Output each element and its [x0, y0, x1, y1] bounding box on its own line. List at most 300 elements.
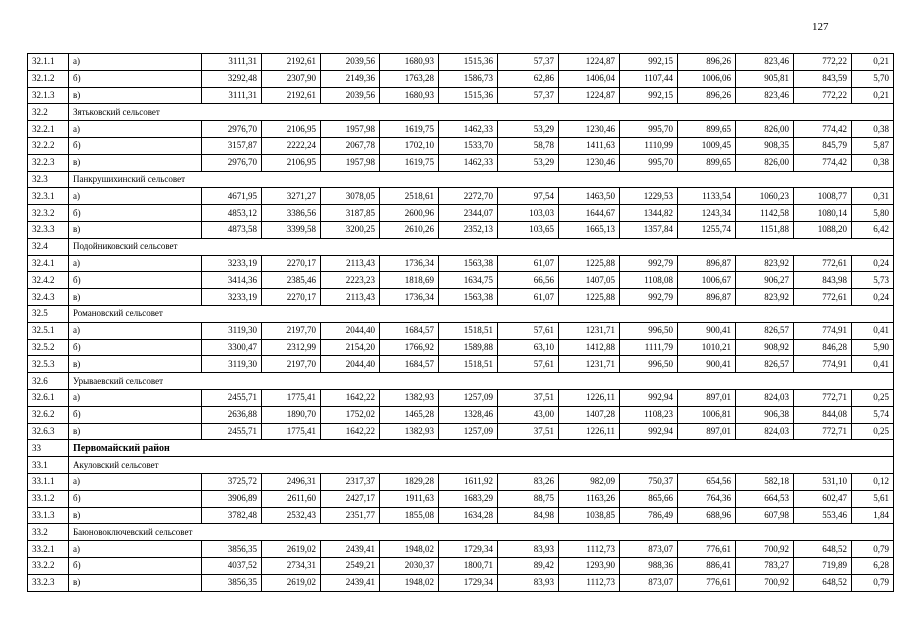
value-cell: 2352,13: [439, 221, 498, 238]
value-cell: 37,51: [498, 423, 559, 440]
value-cell: 3233,19: [202, 255, 262, 272]
value-cell: 5,70: [852, 70, 894, 87]
value-cell: 1775,41: [262, 423, 321, 440]
row-code: 32.4.3: [28, 289, 69, 306]
value-cell: 57,37: [498, 87, 559, 104]
value-cell: 1518,51: [439, 322, 498, 339]
value-cell: 1634,75: [439, 272, 498, 289]
value-cell: 648,52: [794, 574, 852, 591]
value-cell: 1088,20: [794, 221, 852, 238]
value-cell: 992,94: [620, 389, 678, 406]
value-cell: 1518,51: [439, 356, 498, 373]
value-cell: 83,93: [498, 541, 559, 558]
value-cell: 1006,06: [678, 70, 736, 87]
row-variant: в): [69, 356, 202, 373]
section-header-row: [28, 171, 894, 188]
value-cell: 897,01: [678, 423, 736, 440]
value-cell: 3414,36: [202, 272, 262, 289]
row-variant: а): [69, 322, 202, 339]
row-code: 32.2.3: [28, 154, 69, 171]
value-cell: 1112,73: [559, 541, 620, 558]
value-cell: 896,26: [678, 54, 736, 71]
value-cell: 899,65: [678, 121, 736, 138]
value-cell: 1818,69: [380, 272, 439, 289]
value-cell: 89,42: [498, 557, 559, 574]
value-cell: 1231,71: [559, 322, 620, 339]
value-cell: 3300,47: [202, 339, 262, 356]
value-cell: 846,28: [794, 339, 852, 356]
value-cell: 1412,88: [559, 339, 620, 356]
row-variant: б): [69, 205, 202, 222]
value-cell: 906,38: [736, 406, 794, 423]
value-cell: 2619,02: [262, 574, 321, 591]
value-cell: 0,79: [852, 541, 894, 558]
value-cell: 1225,88: [559, 255, 620, 272]
value-cell: 0,25: [852, 389, 894, 406]
section-header-row: [28, 524, 894, 541]
value-cell: 1142,58: [736, 205, 794, 222]
value-cell: 1462,33: [439, 121, 498, 138]
value-cell: 1533,70: [439, 137, 498, 154]
value-cell: 896,26: [678, 87, 736, 104]
value-cell: 0,41: [852, 322, 894, 339]
value-cell: 0,79: [852, 574, 894, 591]
value-cell: 905,81: [736, 70, 794, 87]
value-cell: 53,29: [498, 154, 559, 171]
value-cell: 1684,57: [380, 322, 439, 339]
value-cell: 2030,37: [380, 557, 439, 574]
value-cell: 2113,43: [321, 255, 380, 272]
value-cell: 1957,98: [321, 121, 380, 138]
value-cell: 57,61: [498, 322, 559, 339]
value-cell: 824,03: [736, 389, 794, 406]
value-cell: 865,66: [620, 490, 678, 507]
value-cell: 57,37: [498, 54, 559, 71]
value-cell: 2496,31: [262, 473, 321, 490]
value-cell: 2385,46: [262, 272, 321, 289]
value-cell: 5,90: [852, 339, 894, 356]
table-row: [28, 272, 894, 289]
value-cell: 0,31: [852, 188, 894, 205]
section-header-row: [28, 373, 894, 390]
settlement-name: Романовский сельсовет: [69, 305, 894, 322]
settlement-name: Акуловский сельсовет: [69, 457, 894, 474]
value-cell: 1060,23: [736, 188, 794, 205]
value-cell: 3200,25: [321, 221, 380, 238]
value-cell: 648,52: [794, 541, 852, 558]
row-code: 32.3.1: [28, 188, 69, 205]
value-cell: 2222,24: [262, 137, 321, 154]
value-cell: 1151,88: [736, 221, 794, 238]
value-cell: 772,22: [794, 54, 852, 71]
table-row: [28, 255, 894, 272]
row-variant: б): [69, 490, 202, 507]
value-cell: 3906,89: [202, 490, 262, 507]
row-variant: в): [69, 154, 202, 171]
value-cell: 2192,61: [262, 54, 321, 71]
value-cell: 664,53: [736, 490, 794, 507]
row-code: 32.2.2: [28, 137, 69, 154]
value-cell: 53,29: [498, 121, 559, 138]
value-cell: 3157,87: [202, 137, 262, 154]
value-cell: 1752,02: [321, 406, 380, 423]
value-cell: 843,59: [794, 70, 852, 87]
value-cell: 1038,85: [559, 507, 620, 524]
value-cell: 1957,98: [321, 154, 380, 171]
value-cell: 1642,22: [321, 389, 380, 406]
row-variant: а): [69, 255, 202, 272]
value-cell: 900,41: [678, 322, 736, 339]
value-cell: 1684,57: [380, 356, 439, 373]
value-cell: 1800,71: [439, 557, 498, 574]
value-cell: 63,10: [498, 339, 559, 356]
value-cell: 1006,81: [678, 406, 736, 423]
value-cell: 3399,58: [262, 221, 321, 238]
value-cell: 4037,52: [202, 557, 262, 574]
value-cell: 2439,41: [321, 541, 380, 558]
value-cell: 0,38: [852, 154, 894, 171]
value-cell: 1328,46: [439, 406, 498, 423]
value-cell: 1563,38: [439, 255, 498, 272]
row-variant: в): [69, 289, 202, 306]
value-cell: 61,07: [498, 289, 559, 306]
row-code: 32.6.3: [28, 423, 69, 440]
value-cell: 1729,34: [439, 541, 498, 558]
value-cell: 2532,43: [262, 507, 321, 524]
table-row: [28, 423, 894, 440]
value-cell: 5,87: [852, 137, 894, 154]
value-cell: 3725,72: [202, 473, 262, 490]
value-cell: 2610,26: [380, 221, 439, 238]
value-cell: 3078,05: [321, 188, 380, 205]
table-row: [28, 389, 894, 406]
value-cell: 2067,78: [321, 137, 380, 154]
value-cell: 88,75: [498, 490, 559, 507]
value-cell: 2039,56: [321, 54, 380, 71]
value-cell: 61,07: [498, 255, 559, 272]
value-cell: 823,46: [736, 54, 794, 71]
table-row: [28, 137, 894, 154]
value-cell: 3111,31: [202, 54, 262, 71]
value-cell: 3271,27: [262, 188, 321, 205]
value-cell: 2619,02: [262, 541, 321, 558]
value-cell: 1642,22: [321, 423, 380, 440]
value-cell: 1890,70: [262, 406, 321, 423]
row-code: 33.1: [28, 457, 69, 474]
row-variant: б): [69, 557, 202, 574]
value-cell: 908,92: [736, 339, 794, 356]
value-cell: 873,07: [620, 541, 678, 558]
value-cell: 1763,28: [380, 70, 439, 87]
value-cell: 0,25: [852, 423, 894, 440]
value-cell: 776,61: [678, 574, 736, 591]
value-cell: 1911,63: [380, 490, 439, 507]
value-cell: 654,56: [678, 473, 736, 490]
value-cell: 824,03: [736, 423, 794, 440]
value-cell: 776,61: [678, 541, 736, 558]
value-cell: 899,65: [678, 154, 736, 171]
row-code: 32.3.2: [28, 205, 69, 222]
value-cell: 1357,84: [620, 221, 678, 238]
value-cell: 2312,99: [262, 339, 321, 356]
value-cell: 688,96: [678, 507, 736, 524]
value-cell: 1680,93: [380, 54, 439, 71]
value-cell: 5,73: [852, 272, 894, 289]
value-cell: 3119,30: [202, 322, 262, 339]
value-cell: 3187,85: [321, 205, 380, 222]
row-variant: б): [69, 406, 202, 423]
value-cell: 2518,61: [380, 188, 439, 205]
row-code: 32.6.2: [28, 406, 69, 423]
value-cell: 1407,05: [559, 272, 620, 289]
row-variant: а): [69, 541, 202, 558]
value-cell: 1009,45: [678, 137, 736, 154]
settlement-name: Зятьковский сельсовет: [69, 104, 894, 121]
value-cell: 1736,34: [380, 255, 439, 272]
value-cell: 103,65: [498, 221, 559, 238]
value-cell: 2344,07: [439, 205, 498, 222]
value-cell: 826,00: [736, 121, 794, 138]
value-cell: 2272,70: [439, 188, 498, 205]
value-cell: 3386,56: [262, 205, 321, 222]
value-cell: 3292,48: [202, 70, 262, 87]
value-cell: 1382,93: [380, 423, 439, 440]
value-cell: 3119,30: [202, 356, 262, 373]
value-cell: 1463,50: [559, 188, 620, 205]
value-cell: 1224,87: [559, 87, 620, 104]
value-cell: 992,15: [620, 87, 678, 104]
settlement-name: Урываевский сельсовет: [69, 373, 894, 390]
value-cell: 553,46: [794, 507, 852, 524]
value-cell: 900,41: [678, 356, 736, 373]
row-code: 32.3.3: [28, 221, 69, 238]
value-cell: 2113,43: [321, 289, 380, 306]
value-cell: 750,37: [620, 473, 678, 490]
table-row: [28, 507, 894, 524]
value-cell: 0,24: [852, 289, 894, 306]
row-code: 32.5.2: [28, 339, 69, 356]
value-cell: 0,21: [852, 54, 894, 71]
value-cell: 2039,56: [321, 87, 380, 104]
value-cell: 0,21: [852, 87, 894, 104]
value-cell: 1702,10: [380, 137, 439, 154]
table-row: [28, 490, 894, 507]
value-cell: 1634,28: [439, 507, 498, 524]
row-code: 33.2.3: [28, 574, 69, 591]
value-cell: 6,42: [852, 221, 894, 238]
value-cell: 0,41: [852, 356, 894, 373]
value-cell: 845,79: [794, 137, 852, 154]
value-cell: 1255,74: [678, 221, 736, 238]
value-cell: 995,70: [620, 121, 678, 138]
row-variant: а): [69, 473, 202, 490]
row-code: 32.4.1: [28, 255, 69, 272]
value-cell: 1611,92: [439, 473, 498, 490]
value-cell: 1108,23: [620, 406, 678, 423]
section-header-row: [28, 305, 894, 322]
value-cell: 1226,11: [559, 389, 620, 406]
table-row: [28, 541, 894, 558]
value-cell: 6,28: [852, 557, 894, 574]
value-cell: 1111,79: [620, 339, 678, 356]
value-cell: 996,50: [620, 322, 678, 339]
value-cell: 66,56: [498, 272, 559, 289]
value-cell: 4671,95: [202, 188, 262, 205]
value-cell: 1948,02: [380, 574, 439, 591]
settlement-name: Панкрушихинский сельсовет: [69, 171, 894, 188]
value-cell: 607,98: [736, 507, 794, 524]
row-code: 33.1.2: [28, 490, 69, 507]
value-cell: 700,92: [736, 541, 794, 558]
value-cell: 772,71: [794, 389, 852, 406]
value-cell: 103,03: [498, 205, 559, 222]
value-cell: 1224,87: [559, 54, 620, 71]
row-variant: в): [69, 87, 202, 104]
value-cell: 896,87: [678, 255, 736, 272]
value-cell: 2976,70: [202, 154, 262, 171]
value-cell: 1775,41: [262, 389, 321, 406]
row-code: 32.1.2: [28, 70, 69, 87]
settlement-name: Баюновоключевский сельсовет: [69, 524, 894, 541]
value-cell: 1133,54: [678, 188, 736, 205]
value-cell: 988,36: [620, 557, 678, 574]
table-row: [28, 557, 894, 574]
value-cell: 58,78: [498, 137, 559, 154]
value-cell: 1729,34: [439, 574, 498, 591]
row-code: 33.2.1: [28, 541, 69, 558]
value-cell: 0,12: [852, 473, 894, 490]
value-cell: 826,57: [736, 356, 794, 373]
value-cell: 83,26: [498, 473, 559, 490]
value-cell: 1563,38: [439, 289, 498, 306]
value-cell: 2455,71: [202, 423, 262, 440]
table-row: [28, 221, 894, 238]
value-cell: 873,07: [620, 574, 678, 591]
value-cell: 37,51: [498, 389, 559, 406]
value-cell: 992,15: [620, 54, 678, 71]
value-cell: 982,09: [559, 473, 620, 490]
value-cell: 1230,46: [559, 154, 620, 171]
value-cell: 1163,26: [559, 490, 620, 507]
value-cell: 896,87: [678, 289, 736, 306]
row-code: 32.6.1: [28, 389, 69, 406]
value-cell: 3782,48: [202, 507, 262, 524]
value-cell: 1406,04: [559, 70, 620, 87]
value-cell: 2351,77: [321, 507, 380, 524]
value-cell: 0,38: [852, 121, 894, 138]
value-cell: 1229,53: [620, 188, 678, 205]
value-cell: 2549,21: [321, 557, 380, 574]
row-code: 32.5: [28, 305, 69, 322]
value-cell: 774,91: [794, 356, 852, 373]
value-cell: 83,93: [498, 574, 559, 591]
value-cell: 2149,36: [321, 70, 380, 87]
value-cell: 1619,75: [380, 154, 439, 171]
table-row: [28, 154, 894, 171]
row-code: 33.1.1: [28, 473, 69, 490]
value-cell: 2270,17: [262, 255, 321, 272]
value-cell: 2439,41: [321, 574, 380, 591]
value-cell: 843,98: [794, 272, 852, 289]
row-variant: в): [69, 574, 202, 591]
value-cell: 823,92: [736, 255, 794, 272]
row-code: 33.2: [28, 524, 69, 541]
value-cell: 1515,36: [439, 87, 498, 104]
value-cell: 1010,21: [678, 339, 736, 356]
value-cell: 2427,17: [321, 490, 380, 507]
value-cell: 2106,95: [262, 154, 321, 171]
value-cell: 57,61: [498, 356, 559, 373]
table-row: [28, 87, 894, 104]
table-row: [28, 473, 894, 490]
value-cell: 1680,93: [380, 87, 439, 104]
value-cell: 4873,58: [202, 221, 262, 238]
value-cell: 1462,33: [439, 154, 498, 171]
value-cell: 1008,77: [794, 188, 852, 205]
value-cell: 1108,08: [620, 272, 678, 289]
table-row: [28, 574, 894, 591]
value-cell: 3233,19: [202, 289, 262, 306]
value-cell: 1515,36: [439, 54, 498, 71]
value-cell: 700,92: [736, 574, 794, 591]
row-variant: б): [69, 137, 202, 154]
row-code: 32.1.3: [28, 87, 69, 104]
table-row: [28, 356, 894, 373]
value-cell: 1080,14: [794, 205, 852, 222]
value-cell: 1107,44: [620, 70, 678, 87]
value-cell: 1411,63: [559, 137, 620, 154]
value-cell: 2192,61: [262, 87, 321, 104]
value-cell: 1589,88: [439, 339, 498, 356]
value-cell: 826,57: [736, 322, 794, 339]
value-cell: 1112,73: [559, 574, 620, 591]
row-variant: а): [69, 121, 202, 138]
value-cell: 3856,35: [202, 541, 262, 558]
section-header-row: [28, 457, 894, 474]
value-cell: 2976,70: [202, 121, 262, 138]
value-cell: 886,41: [678, 557, 736, 574]
value-cell: 531,10: [794, 473, 852, 490]
row-code: 33.2.2: [28, 557, 69, 574]
table-row: [28, 121, 894, 138]
value-cell: 992,94: [620, 423, 678, 440]
row-code: 32.2: [28, 104, 69, 121]
value-cell: 774,91: [794, 322, 852, 339]
value-cell: 1644,67: [559, 205, 620, 222]
value-cell: 2044,40: [321, 356, 380, 373]
value-cell: 84,98: [498, 507, 559, 524]
value-cell: 2223,23: [321, 272, 380, 289]
row-code: 32.3: [28, 171, 69, 188]
row-code: 33: [28, 440, 69, 457]
value-cell: 786,49: [620, 507, 678, 524]
value-cell: 992,79: [620, 255, 678, 272]
value-cell: 1665,13: [559, 221, 620, 238]
value-cell: 2600,96: [380, 205, 439, 222]
row-variant: а): [69, 54, 202, 71]
value-cell: 995,70: [620, 154, 678, 171]
value-cell: 996,50: [620, 356, 678, 373]
value-cell: 1948,02: [380, 541, 439, 558]
value-cell: 992,79: [620, 289, 678, 306]
value-cell: 1829,28: [380, 473, 439, 490]
row-variant: а): [69, 188, 202, 205]
value-cell: 1683,29: [439, 490, 498, 507]
value-cell: 602,47: [794, 490, 852, 507]
value-cell: 2307,90: [262, 70, 321, 87]
row-code: 33.1.3: [28, 507, 69, 524]
value-cell: 1243,34: [678, 205, 736, 222]
